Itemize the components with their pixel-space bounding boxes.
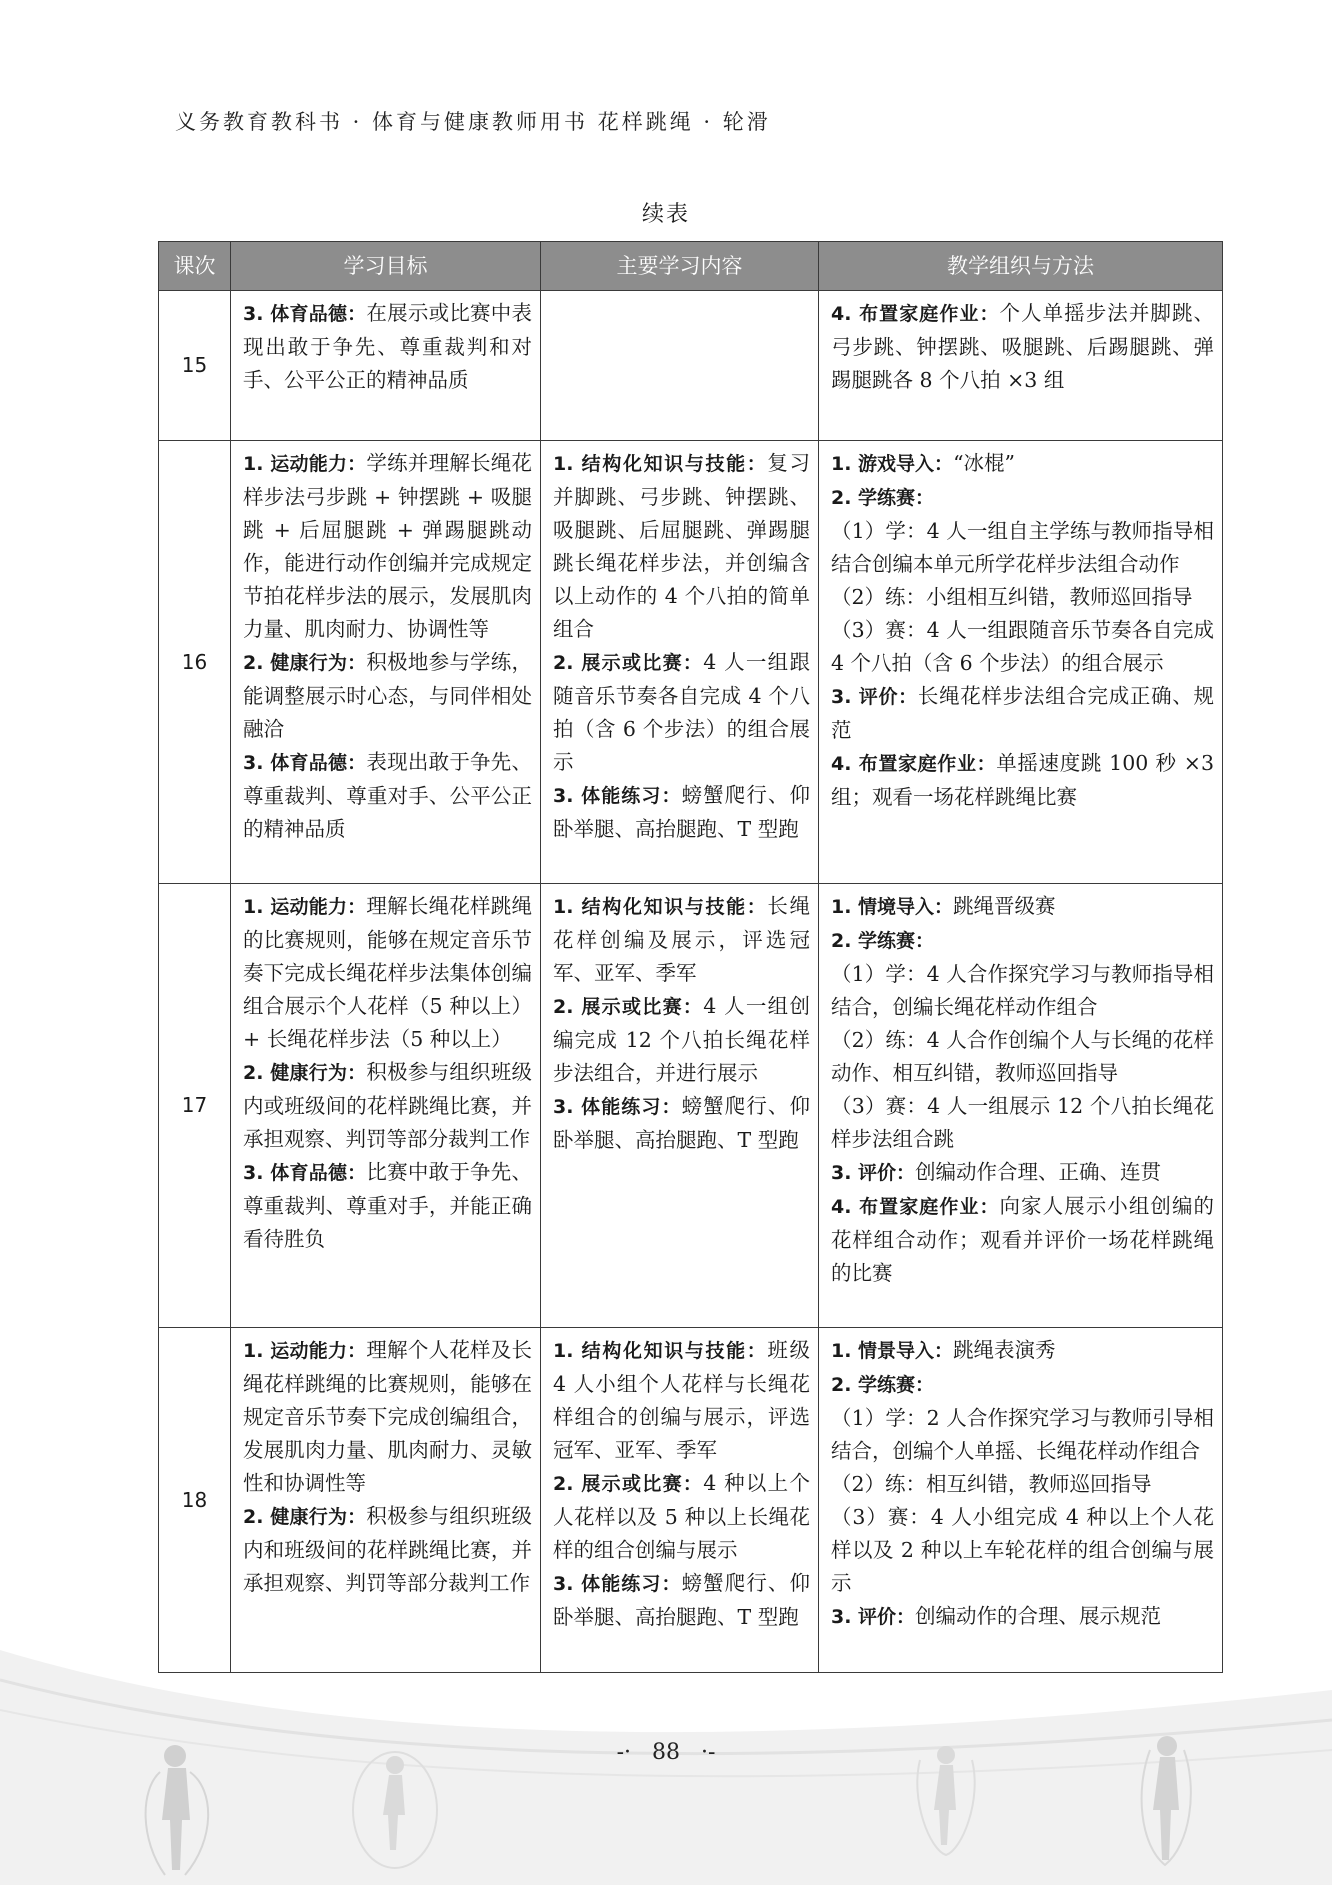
contents-cell xyxy=(541,884,819,1328)
methods-item xyxy=(831,1190,1214,1290)
item-label: 1. 结构化知识与技能： xyxy=(553,896,768,918)
item-text: 积极参与组织班级内和班级间的花样跳绳比赛，并承担观察、判罚等部分裁判工作 xyxy=(243,1504,533,1595)
item-label: 3. 体育品德： xyxy=(243,752,367,774)
contents-item xyxy=(553,1334,810,1467)
methods-item xyxy=(831,447,1214,481)
column-header-goals: 学习目标 xyxy=(231,242,541,291)
item-text: 长绳花样步法组合完成正确、规范 xyxy=(831,684,1215,742)
methods-item xyxy=(831,1024,1214,1090)
column-header-contents: 主要学习内容 xyxy=(541,242,819,291)
item-label: 2. 展示或比赛： xyxy=(553,652,704,674)
contents-item xyxy=(553,1467,810,1567)
page-dash-left: -· xyxy=(616,1740,631,1765)
item-text: 复习并脚跳、弓步跳、钟摆跳、吸腿跳、后屈腿跳、弹踢腿跳长绳花样步法，并创编含以上动作的 4 个八拍的简单组合 xyxy=(553,451,811,641)
column-header-lesson: 课次 xyxy=(159,242,231,291)
item-text: 积极参与组织班级内或班级间的花样跳绳比赛，并承担观察、判罚等部分裁判工作 xyxy=(243,1060,533,1151)
methods-item xyxy=(831,958,1214,1024)
page-number xyxy=(0,1740,1332,1765)
contents-item xyxy=(553,447,810,646)
goals-cell xyxy=(231,291,541,441)
goals-cell xyxy=(231,441,541,884)
item-label: 3. 评价： xyxy=(831,686,918,708)
contents-item xyxy=(553,990,810,1090)
lesson-number-cell: 16 xyxy=(159,441,231,884)
item-text: 学练并理解长绳花样步法弓步跳 + 钟摆跳 + 吸腿跳 + 后屈腿跳 + 弹踢腿跳动作，能进行动作创编并完成规定节拍花样步法的展示，发展肌肉力量、肌肉耐力、协调性等 xyxy=(243,451,533,641)
methods-item xyxy=(831,890,1214,924)
methods-item xyxy=(831,581,1214,614)
item-label: 4. 布置家庭作业： xyxy=(831,753,997,775)
item-text: 4 种以上个人花样以及 5 种以上长绳花样的组合创编与展示 xyxy=(553,1471,810,1562)
item-text: （3）赛：4 人一组展示 12 个八拍长绳花样步法组合跳 xyxy=(831,1094,1214,1151)
item-text: 螃蟹爬行、仰卧举腿、高抬腿跑、T 型跑 xyxy=(553,1571,811,1629)
item-text: 创编动作的合理、展示规范 xyxy=(915,1604,1162,1628)
item-text: 跳绳晋级赛 xyxy=(953,894,1056,918)
contents-item xyxy=(553,646,810,779)
contents-item xyxy=(553,1567,810,1634)
item-text: （3）赛：4 人小组完成 4 种以上个人花样以及 2 种以上车轮花样的组合创编与展示 xyxy=(831,1505,1214,1595)
methods-item xyxy=(831,1402,1214,1468)
methods-item xyxy=(831,297,1214,397)
goals-item xyxy=(243,1156,532,1256)
contents-item xyxy=(553,779,810,846)
item-label: 3. 体能练习： xyxy=(553,1573,682,1595)
methods-cell xyxy=(819,441,1223,884)
footer-decoration xyxy=(0,1650,1332,1885)
item-text: 螃蟹爬行、仰卧举腿、高抬腿跑、T 型跑 xyxy=(553,783,811,841)
methods-cell xyxy=(819,1328,1223,1673)
methods-item xyxy=(831,481,1214,515)
column-header-methods: 教学组织与方法 xyxy=(819,242,1223,291)
item-text: （2）练：相互纠错，教师巡回指导 xyxy=(831,1472,1152,1496)
item-label: 3. 评价： xyxy=(831,1162,916,1184)
item-label: 2. 展示或比赛： xyxy=(553,996,704,1018)
item-label: 1. 运动能力： xyxy=(243,1340,367,1362)
item-text: “冰棍” xyxy=(953,451,1016,475)
table-row xyxy=(159,884,1223,1328)
table-row xyxy=(159,1328,1223,1673)
methods-item xyxy=(831,1090,1214,1156)
methods-item xyxy=(831,747,1214,814)
table-row xyxy=(159,291,1223,441)
item-text: （2）练：小组相互纠错，教师巡回指导 xyxy=(831,585,1193,609)
item-text: 跳绳表演秀 xyxy=(953,1338,1056,1362)
contents-cell xyxy=(541,441,819,884)
table-row xyxy=(159,441,1223,884)
item-text: （2）练：4 人合作创编个人与长绳的花样动作、相互纠错，教师巡回指导 xyxy=(831,1028,1214,1085)
methods-item xyxy=(831,1334,1214,1368)
item-label: 3. 体能练习： xyxy=(553,785,682,807)
lesson-number-cell: 15 xyxy=(159,291,231,441)
contents-item xyxy=(553,890,810,990)
item-label: 2. 健康行为： xyxy=(243,652,367,674)
table-header-row xyxy=(159,242,1223,291)
book-header: 义务教育教科书 · 体育与健康教师用书 花样跳绳 · 轮滑 xyxy=(175,110,771,134)
item-label: 1. 运动能力： xyxy=(243,896,367,918)
item-text: 4 人一组跟随音乐节奏各自完成 4 个八拍（含 6 个步法）的组合展示 xyxy=(553,650,810,774)
methods-item xyxy=(831,1501,1214,1600)
item-text: 理解长绳花样跳绳的比赛规则，能够在规定音乐节奏下完成长绳花样步法集体创编组合展示个人花样（5 种以上）+ 长绳花样步法（5 种以上） xyxy=(243,894,533,1051)
item-label: 1. 情景导入： xyxy=(831,1340,954,1362)
item-label: 2. 健康行为： xyxy=(243,1062,367,1084)
item-text: （1）学：4 人一组自主学练与教师指导相结合创编本单元所学花样步法组合动作 xyxy=(831,519,1214,576)
item-text: 表现出敢于争先、尊重裁判、尊重对手、公平公正的精神品质 xyxy=(243,750,533,841)
goals-item xyxy=(243,1056,532,1156)
item-label: 4. 布置家庭作业： xyxy=(831,1196,1000,1218)
lesson-number-cell: 17 xyxy=(159,884,231,1328)
contents-item xyxy=(553,1090,810,1157)
item-label: 2. 展示或比赛： xyxy=(553,1473,704,1495)
item-text: 理解个人花样及长绳花样跳绳的比赛规则，能够在规定音乐节奏下完成创编组合，发展肌肉力量、肌肉耐力、灵敏性和协调性等 xyxy=(243,1338,533,1495)
goals-item xyxy=(243,1500,532,1600)
goals-item xyxy=(243,297,532,397)
item-text: 创编动作合理、正确、连贯 xyxy=(915,1160,1162,1184)
methods-item xyxy=(831,924,1214,958)
item-label: 1. 游戏导入： xyxy=(831,453,954,475)
lesson-table xyxy=(158,241,1223,1673)
goals-item xyxy=(243,890,532,1056)
methods-cell xyxy=(819,291,1223,441)
item-label: 4. 布置家庭作业： xyxy=(831,303,1000,325)
table-caption: 续表 xyxy=(641,202,690,227)
contents-cell xyxy=(541,1328,819,1673)
item-label: 3. 体育品德： xyxy=(243,1162,367,1184)
item-label: 2. 学练赛： xyxy=(831,487,935,509)
methods-item xyxy=(831,1368,1214,1402)
item-text: 积极地参与学练，能调整展示时心态，与同伴相处融洽 xyxy=(243,650,533,741)
methods-cell xyxy=(819,884,1223,1328)
item-text: 在展示或比赛中表现出敢于争先、尊重裁判和对手、公平公正的精神品质 xyxy=(243,301,533,392)
item-text: 比赛中敢于争先、尊重裁判、尊重对手，并能正确看待胜负 xyxy=(243,1160,533,1251)
goals-item xyxy=(243,646,532,746)
item-text: 单摇速度跳 100 秒 ×3 组；观看一场花样跳绳比赛 xyxy=(831,751,1214,809)
goals-item xyxy=(243,447,532,646)
methods-item xyxy=(831,680,1214,747)
methods-item xyxy=(831,1468,1214,1501)
item-label: 2. 学练赛： xyxy=(831,930,935,952)
goals-cell xyxy=(231,884,541,1328)
item-label: 2. 健康行为： xyxy=(243,1506,367,1528)
item-text: 班级 4 人小组个人花样与长绳花样组合的创编与展示，评选冠军、亚军、季军 xyxy=(553,1338,811,1462)
item-text: 螃蟹爬行、仰卧举腿、高抬腿跑、T 型跑 xyxy=(553,1094,811,1152)
item-label: 1. 运动能力： xyxy=(243,453,367,475)
item-label: 3. 体能练习： xyxy=(553,1096,682,1118)
item-label: 2. 学练赛： xyxy=(831,1374,935,1396)
item-label: 1. 结构化知识与技能： xyxy=(553,453,768,475)
item-label: 3. 评价： xyxy=(831,1606,916,1628)
table-body xyxy=(159,291,1223,1673)
item-text: 4 人一组创编完成 12 个八拍长绳花样步法组合，并进行展示 xyxy=(553,994,810,1085)
lesson-number-cell: 18 xyxy=(159,1328,231,1673)
goals-cell xyxy=(231,1328,541,1673)
item-text: （3）赛：4 人一组跟随音乐节奏各自完成 4 个八拍（含 6 个步法）的组合展示 xyxy=(831,618,1214,675)
item-text: （1）学：4 人合作探究学习与教师指导相结合，创编长绳花样动作组合 xyxy=(831,962,1214,1019)
methods-item xyxy=(831,1600,1214,1634)
contents-cell xyxy=(541,291,819,441)
page-dash-right: ·- xyxy=(701,1740,716,1765)
page-number-value: 88 xyxy=(652,1740,680,1765)
item-text: （1）学：2 人合作探究学习与教师引导相结合，创编个人单摇、长绳花样动作组合 xyxy=(831,1406,1214,1463)
item-label: 1. 结构化知识与技能： xyxy=(553,1340,768,1362)
item-text: 个人单摇步法并脚跳、弓步跳、钟摆跳、吸腿跳、后踢腿跳、弹踢腿跳各 8 个八拍 ×3 组 xyxy=(831,301,1214,392)
methods-item xyxy=(831,614,1214,680)
item-label: 1. 情境导入： xyxy=(831,896,954,918)
methods-item xyxy=(831,1156,1214,1190)
methods-item xyxy=(831,515,1214,581)
item-label: 3. 体育品德： xyxy=(243,303,367,325)
goals-item xyxy=(243,746,532,846)
item-text: 向家人展示小组创编的花样组合动作；观看并评价一场花样跳绳的比赛 xyxy=(831,1194,1214,1285)
item-text: 长绳花样创编及展示，评选冠军、亚军、季军 xyxy=(553,894,811,985)
goals-item xyxy=(243,1334,532,1500)
